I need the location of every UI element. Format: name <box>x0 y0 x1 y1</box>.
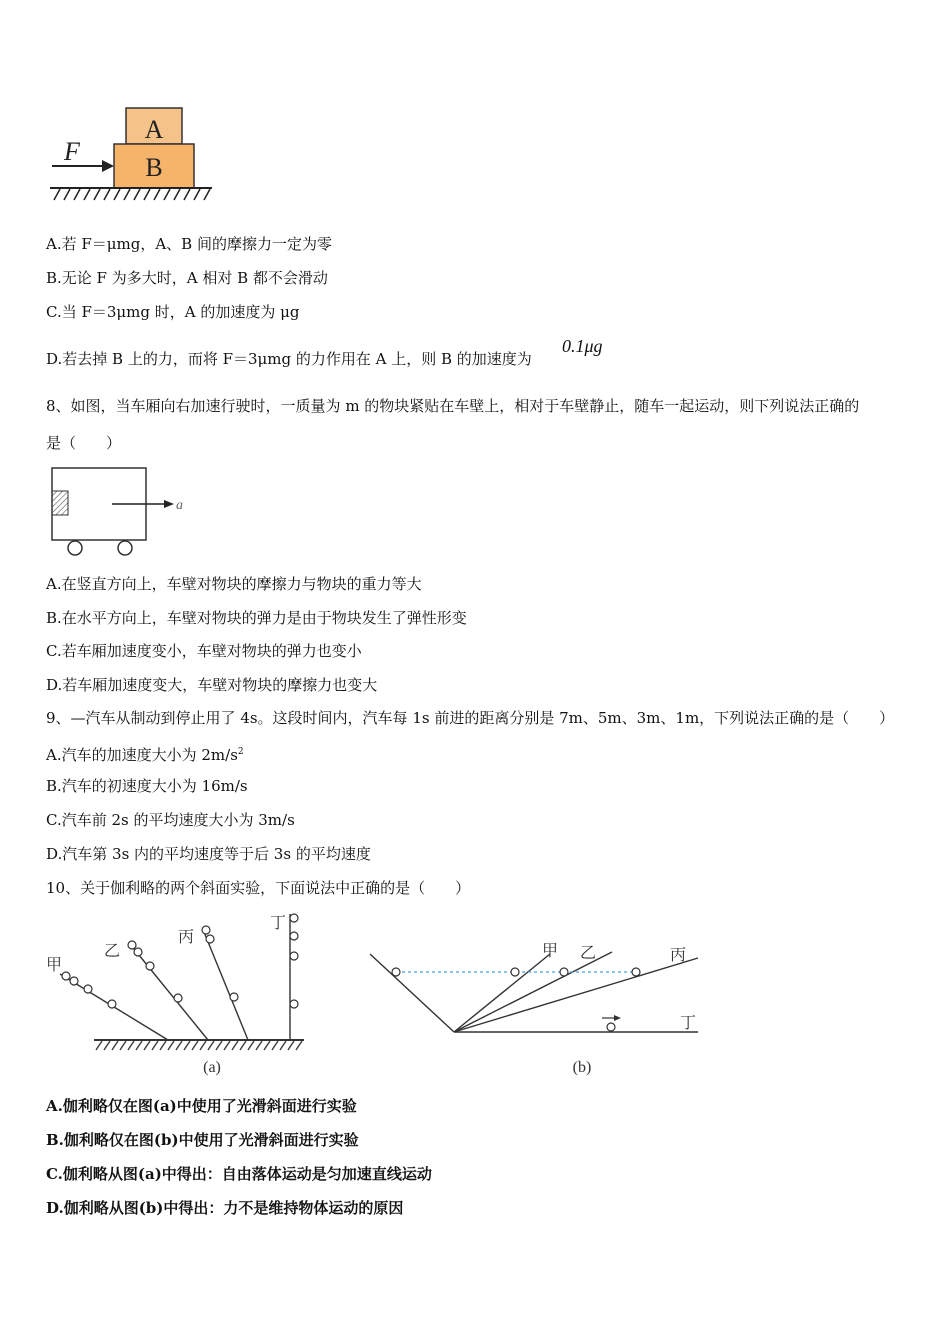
block-b-label: B <box>145 153 163 182</box>
q7-option-b: B.无论 F 为多大时，A 相对 B 都不会滑动 <box>46 269 328 287</box>
blocks-figure <box>46 104 221 204</box>
force-arrow-head <box>102 160 114 172</box>
ground-hatch <box>54 189 210 200</box>
acceleration-arrow-head <box>164 500 174 508</box>
force-label: F <box>64 137 80 166</box>
acceleration-label: a <box>176 498 183 513</box>
fig-b-label-ding: 丁 <box>680 1015 697 1032</box>
q7-option-d: D.若去掉 B 上的力，而将 F＝3μmg 的力作用在 A 上，则 B 的加速度为 <box>46 350 532 368</box>
fig-b-label-yi: 乙 <box>580 945 597 962</box>
q8-option-d: D.若车厢加速度变大，车壁对物块的摩擦力也变大 <box>46 676 378 694</box>
ground-a-hatch <box>96 1041 302 1050</box>
fig-b-label-bing: 丙 <box>670 947 687 964</box>
q9-option-a <box>46 742 244 765</box>
incline-jia-b <box>454 954 550 1032</box>
car-figure <box>46 462 196 562</box>
car-wheel-right <box>118 541 132 555</box>
q7-option-a: A.若 F＝μmg，A、B 间的摩擦力一定为零 <box>46 235 332 253</box>
q7-option-c: C.当 F＝3μmg 时，A 的加速度为 μg <box>46 303 300 321</box>
block-on-wall <box>52 491 68 515</box>
q8-option-c: C.若车厢加速度变小，车壁对物块的弹力也变小 <box>46 642 362 660</box>
incline-bing-b <box>454 958 698 1032</box>
car-wheel-left <box>68 541 82 555</box>
fig-a-label-bing: 丙 <box>178 929 195 946</box>
q9-option-c: C.汽车前 2s 的平均速度大小为 3m/s <box>46 811 295 829</box>
block-a-label: A <box>144 115 164 144</box>
q8-stem-line-2: 是（ ） <box>46 434 122 452</box>
q9-option-d: D.汽车第 3s 内的平均速度等于后 3s 的平均速度 <box>46 845 371 863</box>
incline-left <box>370 954 454 1032</box>
q8-option-b: B.在水平方向上，车壁对物块的弹力是由于物块发生了弹性形变 <box>46 609 467 627</box>
incline-bing <box>204 932 248 1040</box>
fig-b-label-jia: 甲 <box>542 943 559 960</box>
q9-stem: 9、—汽车从制动到停止用了 4s。这段时间内，汽车每 1s 前进的距离分别是 7m、5m、3m、1m，下列说法正确的是（ ） <box>46 709 895 727</box>
incline-yi <box>130 944 208 1040</box>
q9-option-b: B.汽车的初速度大小为 16m/s <box>46 777 248 795</box>
galileo-figure-b <box>366 934 706 1080</box>
q8-stem-line-1: 8、如图，当车厢向右加速行驶时，一质量为 m 的物块紧贴在车壁上，相对于车壁静止，随车一起运动，则下列说法正确的 <box>46 397 860 415</box>
galileo-figure-a <box>44 908 310 1078</box>
q7-option-d-formula: 0.1μg <box>562 336 603 356</box>
q9-option-a-text: A.汽车的加速度大小为 2m/s <box>46 746 238 764</box>
fig-a-caption: (a) <box>203 1059 221 1076</box>
q8-option-a: A.在竖直方向上，车壁对物块的摩擦力与物块的重力等大 <box>46 575 422 593</box>
fig-a-label-jia: 甲 <box>46 957 63 974</box>
q9-option-a-sup: 2 <box>237 747 244 757</box>
motion-arrow-head <box>614 1015 621 1021</box>
fig-a-label-yi: 乙 <box>104 943 121 960</box>
q10-option-c: C.伽利略从图(a)中得出：自由落体运动是匀加速直线运动 <box>46 1165 432 1183</box>
fig-b-caption: (b) <box>572 1059 592 1076</box>
q10-stem: 10、关于伽利略的两个斜面实验，下面说法中正确的是（ ） <box>46 879 471 897</box>
fig-a-label-ding: 丁 <box>270 915 287 932</box>
q10-option-d: D.伽利略从图(b)中得出：力不是维持物体运动的原因 <box>46 1199 404 1217</box>
q10-option-b: B.伽利略仅在图(b)中使用了光滑斜面进行实验 <box>46 1131 359 1149</box>
q10-option-a: A.伽利略仅在图(a)中使用了光滑斜面进行实验 <box>46 1097 357 1115</box>
